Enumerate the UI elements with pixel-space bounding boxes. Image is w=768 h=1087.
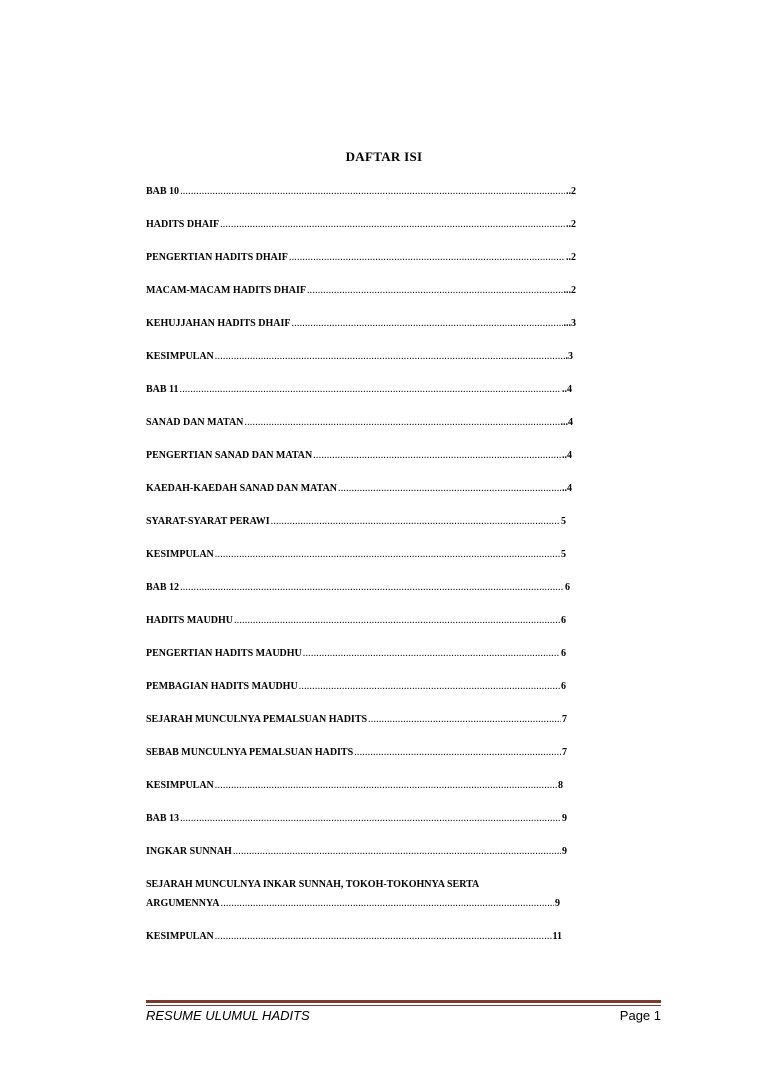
toc-entry bbox=[146, 252, 576, 264]
page-title: DAFTAR ISI bbox=[345, 149, 423, 164]
toc-entry-page: ...4 bbox=[560, 417, 573, 428]
toc-entry-page: 5 bbox=[561, 516, 566, 527]
toc-entry-page: 6 bbox=[565, 582, 570, 593]
toc-leader-dots bbox=[313, 450, 561, 462]
toc-entry-page: ..4 bbox=[562, 483, 572, 494]
toc-leader-dots bbox=[233, 846, 561, 858]
toc-entry-label: BAB 11 bbox=[146, 384, 179, 395]
toc-entry-page: 6 bbox=[561, 681, 566, 692]
toc-entry bbox=[146, 846, 567, 858]
toc-entry-label: SEJARAH MUNCULNYA PEMALSUAN HADITS bbox=[146, 714, 368, 725]
toc-entry-label: KESIMPULAN bbox=[146, 351, 214, 362]
toc-entry-page: ..4 bbox=[562, 384, 572, 395]
toc-leader-dots bbox=[215, 549, 560, 561]
toc-entry-page: 7 bbox=[562, 747, 567, 758]
toc-entry-page: ..4 bbox=[562, 450, 572, 461]
toc-entry-page: 8 bbox=[558, 780, 563, 791]
toc-entry bbox=[146, 780, 563, 792]
toc-entry-label: HADITS MAUDHU bbox=[146, 615, 233, 626]
toc-entry-label: BAB 13 bbox=[146, 813, 180, 824]
toc-entry-page: ..2 bbox=[566, 252, 576, 263]
toc-entry bbox=[146, 615, 566, 627]
toc-entry bbox=[146, 931, 562, 943]
toc-entry bbox=[146, 351, 573, 363]
toc-entry bbox=[146, 219, 576, 231]
toc-entry-label: PENGERTIAN SANAD DAN MATAN bbox=[146, 450, 313, 461]
toc-leader-dots bbox=[354, 747, 561, 759]
toc-entry bbox=[146, 582, 570, 594]
toc-entry-page: ...2 bbox=[563, 285, 576, 296]
toc-leader-dots bbox=[215, 780, 557, 792]
toc-entry-page: 6 bbox=[561, 615, 566, 626]
toc-leader-dots bbox=[180, 813, 561, 825]
toc-entry-page: 5 bbox=[561, 549, 566, 560]
toc-entry bbox=[146, 681, 566, 693]
toc-entry bbox=[146, 747, 567, 759]
toc-entry bbox=[146, 285, 576, 297]
toc-entry bbox=[146, 813, 567, 825]
toc-leader-dots bbox=[271, 516, 560, 528]
toc-entry-first-line bbox=[146, 879, 567, 891]
toc-entry bbox=[146, 714, 567, 726]
toc-entry bbox=[146, 318, 576, 330]
toc-leader-dots bbox=[368, 714, 561, 726]
toc-leader-dots bbox=[215, 351, 565, 363]
toc-entry-page: 7 bbox=[562, 714, 567, 725]
toc-entry-label: KAEDAH-KAEDAH SANAD DAN MATAN bbox=[146, 483, 338, 494]
toc-leader-dots bbox=[215, 931, 552, 943]
toc-entry-page: 9 bbox=[562, 813, 567, 824]
toc-entry-label-continued: ARGUMENNYA bbox=[146, 898, 220, 909]
toc-entry-label: PENGERTIAN HADITS DHAIF bbox=[146, 252, 288, 263]
toc-leader-dots bbox=[180, 384, 561, 396]
toc-leader-dots bbox=[307, 285, 563, 297]
toc-leader-dots bbox=[234, 615, 560, 627]
toc-entry bbox=[146, 483, 572, 495]
toc-leader-dots bbox=[289, 252, 565, 264]
toc-entry-page: 9 bbox=[562, 846, 567, 857]
toc-entry-page: 11 bbox=[552, 931, 562, 942]
toc-entry bbox=[146, 549, 566, 561]
toc-entry-label: HADITS DHAIF bbox=[146, 219, 220, 230]
toc-entry-page: ...3 bbox=[563, 318, 576, 329]
toc-leader-dots bbox=[299, 681, 560, 693]
toc-entry bbox=[146, 186, 576, 198]
toc-leader-dots bbox=[180, 186, 565, 198]
toc-entry bbox=[146, 898, 560, 910]
toc-entry-page: ..2 bbox=[566, 219, 576, 230]
toc-leader-dots bbox=[291, 318, 562, 330]
toc-entry-label: KEHUJJAHAN HADITS DHAIF bbox=[146, 318, 291, 329]
footer-rule-thick bbox=[146, 1000, 661, 1003]
toc-entry-label: KESIMPULAN bbox=[146, 931, 214, 942]
toc-entry-label: KESIMPULAN bbox=[146, 780, 214, 791]
toc-entry-page: .3 bbox=[565, 351, 573, 362]
toc-entry-label: BAB 10 bbox=[146, 186, 180, 197]
toc-entry-label: SANAD DAN MATAN bbox=[146, 417, 244, 428]
toc-entry bbox=[146, 450, 572, 462]
toc-leader-dots bbox=[244, 417, 559, 429]
toc-entry-label: BAB 12 bbox=[146, 582, 180, 593]
toc-entry-label: SYARAT-SYARAT PERAWI bbox=[146, 516, 270, 527]
toc-entry-page: 6 bbox=[561, 648, 566, 659]
toc-entry-label: PENGERTIAN HADITS MAUDHU bbox=[146, 648, 302, 659]
toc-entry bbox=[146, 516, 566, 528]
toc-entry-label: PEMBAGIAN HADITS MAUDHU bbox=[146, 681, 298, 692]
toc-leader-dots bbox=[338, 483, 561, 495]
toc-entry bbox=[146, 417, 573, 429]
toc-leader-dots bbox=[221, 898, 554, 910]
toc-leader-dots bbox=[303, 648, 560, 660]
toc-entry-label: MACAM-MACAM HADITS DHAIF bbox=[146, 285, 306, 296]
toc-entry-label: SEJARAH MUNCULNYA INKAR SUNNAH, TOKOH-TOKOHNYA SERTA bbox=[146, 879, 480, 890]
toc-leader-dots bbox=[180, 582, 564, 594]
footer-rule-thin bbox=[146, 1005, 661, 1006]
toc-leader-dots bbox=[220, 219, 565, 231]
toc-entry-label: KESIMPULAN bbox=[146, 549, 214, 560]
footer-page-number: Page 1 bbox=[619, 1008, 661, 1023]
toc-entry-label: SEBAB MUNCULNYA PEMALSUAN HADITS bbox=[146, 747, 354, 758]
toc-entry-page: 9 bbox=[555, 898, 560, 909]
toc-entry bbox=[146, 648, 566, 660]
toc-entry-label: INGKAR SUNNAH bbox=[146, 846, 232, 857]
footer-document-title: RESUME ULUMUL HADITS bbox=[146, 1008, 310, 1023]
toc-entry-page: ..2 bbox=[566, 186, 576, 197]
toc-entry bbox=[146, 384, 572, 396]
